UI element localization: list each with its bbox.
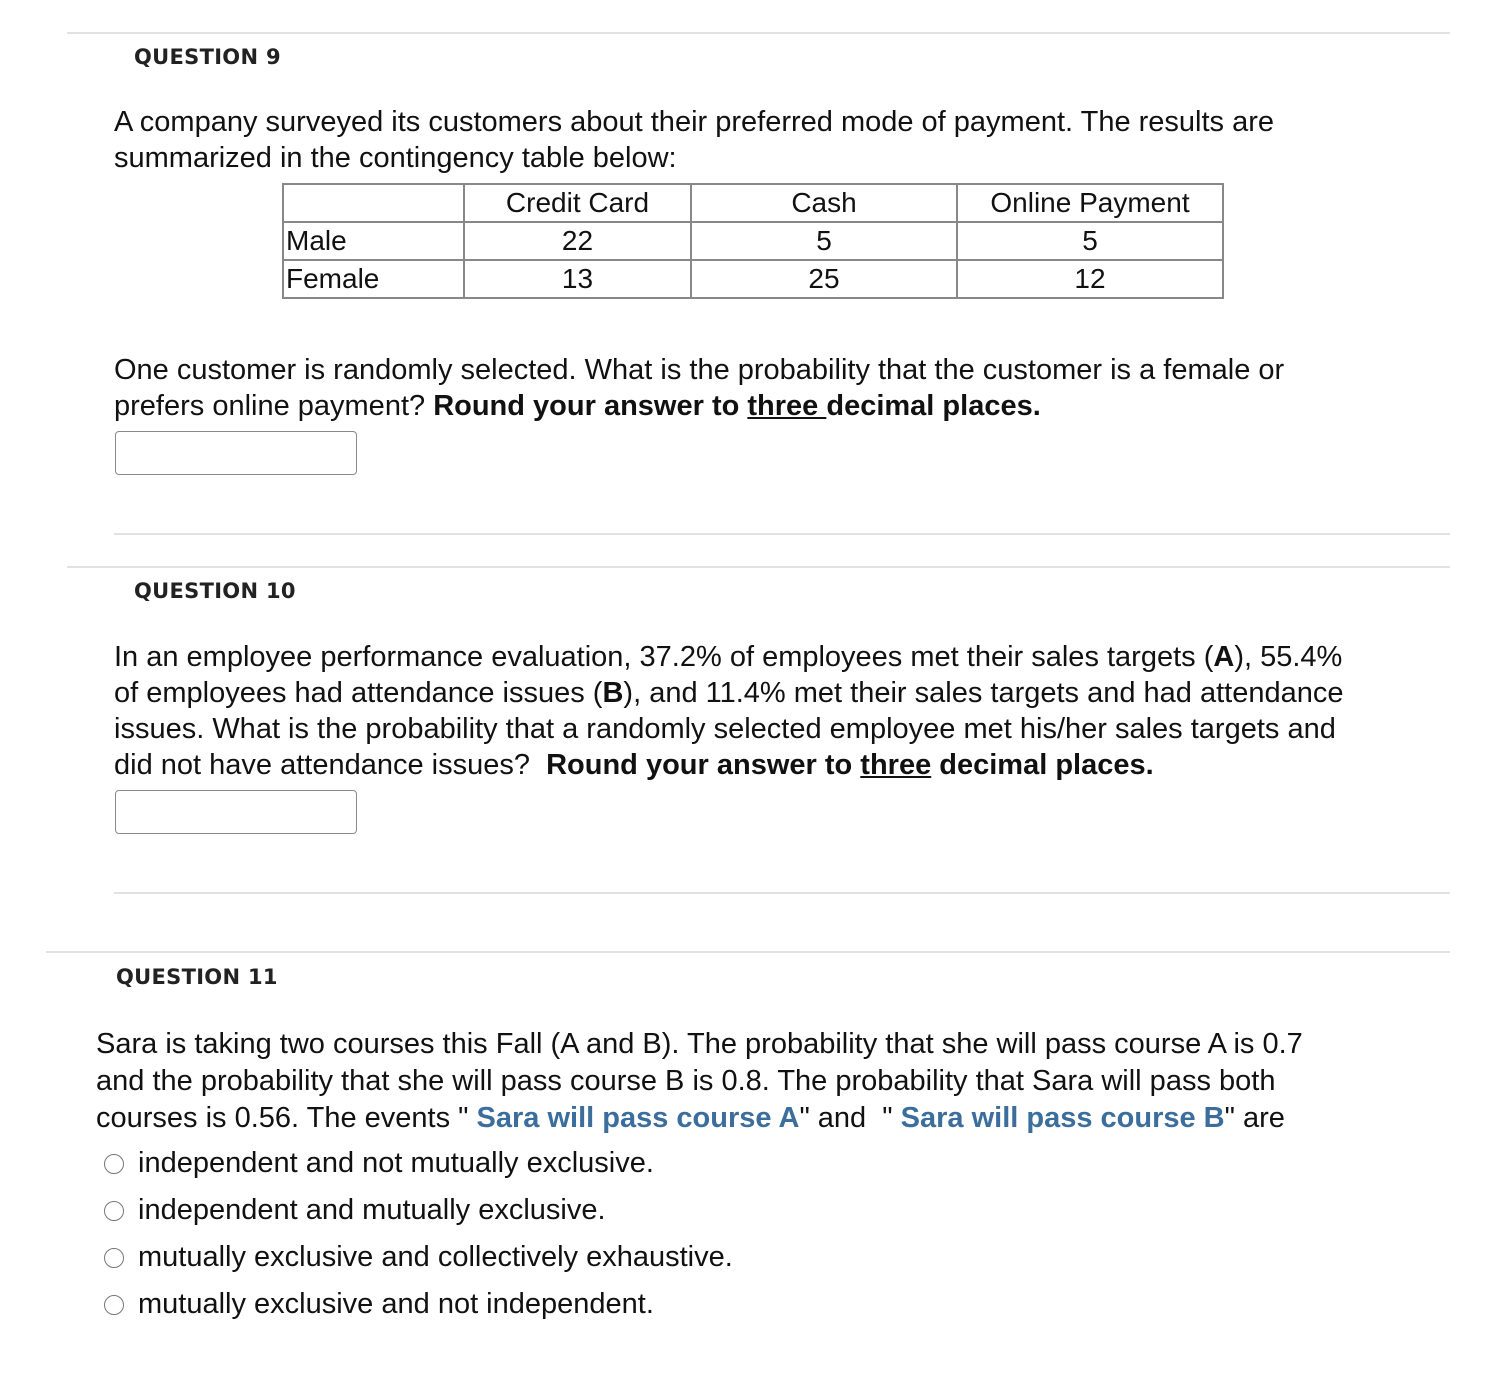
table-cell: 13 xyxy=(464,260,691,298)
q10-text: of employees had attendance issues ( xyxy=(114,677,603,709)
rounding-text: Round your answer to xyxy=(546,749,861,781)
rounding-emphasis: three xyxy=(860,749,932,781)
radio-button[interactable] xyxy=(104,1201,124,1221)
question-11-prompt xyxy=(96,1026,1303,1137)
question-10-prompt xyxy=(114,639,1344,783)
event-a-label: A xyxy=(1213,641,1235,673)
question-9-prompt-line-1: One customer is randomly selected. What is the probability that the customer is a female or xyxy=(114,354,1285,386)
rounding-text-end: decimal places. xyxy=(931,749,1154,781)
table-header-row xyxy=(283,184,1223,222)
q10-text: ), 55.4% xyxy=(1234,641,1343,673)
question-9-prompt xyxy=(114,352,1284,424)
q11-text: courses is 0.56. The events " xyxy=(96,1102,477,1134)
table-row xyxy=(283,222,1223,260)
table-header-cell xyxy=(283,184,464,222)
table-cell: 22 xyxy=(464,222,691,260)
question-11-line-1: Sara is taking two courses this Fall (A and B). The probability that she will pass course A is 0.7 xyxy=(96,1028,1303,1060)
question-9-intro-line-1: A company surveyed its customers about their preferred mode of payment. The results are xyxy=(114,106,1275,138)
table-cell: 12 xyxy=(957,260,1223,298)
question-9-answer-input[interactable] xyxy=(115,431,357,475)
answer-option-3[interactable] xyxy=(104,1241,733,1274)
question-10-title: QUESTION 10 xyxy=(134,579,296,603)
question-11-title: QUESTION 11 xyxy=(116,965,278,989)
table-row-label: Female xyxy=(283,260,464,298)
radio-button[interactable] xyxy=(104,1248,124,1268)
option-label: independent and mutually exclusive. xyxy=(138,1194,606,1226)
event-b-label: B xyxy=(602,677,624,709)
question-10-answer-input[interactable] xyxy=(115,790,357,834)
question-10-bottom-divider xyxy=(114,892,1450,894)
answer-option-2[interactable] xyxy=(104,1194,606,1227)
answer-option-1[interactable] xyxy=(104,1147,654,1180)
option-label: independent and not mutually exclusive. xyxy=(138,1147,654,1179)
question-9-intro-line-2: summarized in the contingency table below: xyxy=(114,142,677,174)
table-cell: 25 xyxy=(691,260,957,298)
rounding-emphasis: three xyxy=(747,390,827,422)
event-b-text: Sara will pass course B xyxy=(900,1102,1225,1134)
question-9-bottom-divider xyxy=(114,533,1450,535)
question-9-prompt-line-2 xyxy=(114,388,1284,424)
table-row xyxy=(283,260,1223,298)
question-11-line-2: and the probability that she will pass course B is 0.8. The probability that Sara will pass both xyxy=(96,1065,1276,1097)
question-11-top-divider xyxy=(46,951,1450,953)
q11-text: " and " xyxy=(799,1102,901,1134)
q10-text: ), and 11.4% met their sales targets and had attendance xyxy=(623,677,1344,709)
rounding-instruction xyxy=(433,390,1041,422)
q11-text: " are xyxy=(1224,1102,1285,1134)
question-10-line-3: issues. What is the probability that a randomly selected employee met his/her sales targets and xyxy=(114,713,1336,745)
table-cell: 5 xyxy=(957,222,1223,260)
option-label: mutually exclusive and not independent. xyxy=(138,1288,654,1320)
rounding-instruction xyxy=(546,749,1154,781)
q10-text: In an employee performance evaluation, 37.2% of employees met their sales targets ( xyxy=(114,641,1214,673)
table-cell: 5 xyxy=(691,222,957,260)
question-10-line-1 xyxy=(114,639,1344,675)
table-row-label: Male xyxy=(283,222,464,260)
table-header-cell: Credit Card xyxy=(464,184,691,222)
question-10-top-divider xyxy=(67,566,1450,568)
question-9-top-divider xyxy=(67,32,1450,34)
option-label: mutually exclusive and collectively exhaustive. xyxy=(138,1241,733,1273)
prompt-plain-text: prefers online payment? xyxy=(114,390,434,422)
rounding-text: Round your answer to xyxy=(433,390,748,422)
q10-text: did not have attendance issues? xyxy=(114,749,547,781)
table-header-cell: Cash xyxy=(691,184,957,222)
table-header-cell: Online Payment xyxy=(957,184,1223,222)
rounding-text-end: decimal places. xyxy=(826,390,1041,422)
question-11-line-3 xyxy=(96,1100,1303,1137)
question-10-line-4 xyxy=(114,747,1344,783)
question-9-intro xyxy=(114,104,1274,176)
radio-button[interactable] xyxy=(104,1295,124,1315)
question-10-line-2 xyxy=(114,675,1344,711)
radio-button[interactable] xyxy=(104,1154,124,1174)
answer-option-4[interactable] xyxy=(104,1288,654,1321)
contingency-table xyxy=(282,183,1224,299)
question-9-title: QUESTION 9 xyxy=(134,45,281,69)
event-a-text: Sara will pass course A xyxy=(476,1102,800,1134)
